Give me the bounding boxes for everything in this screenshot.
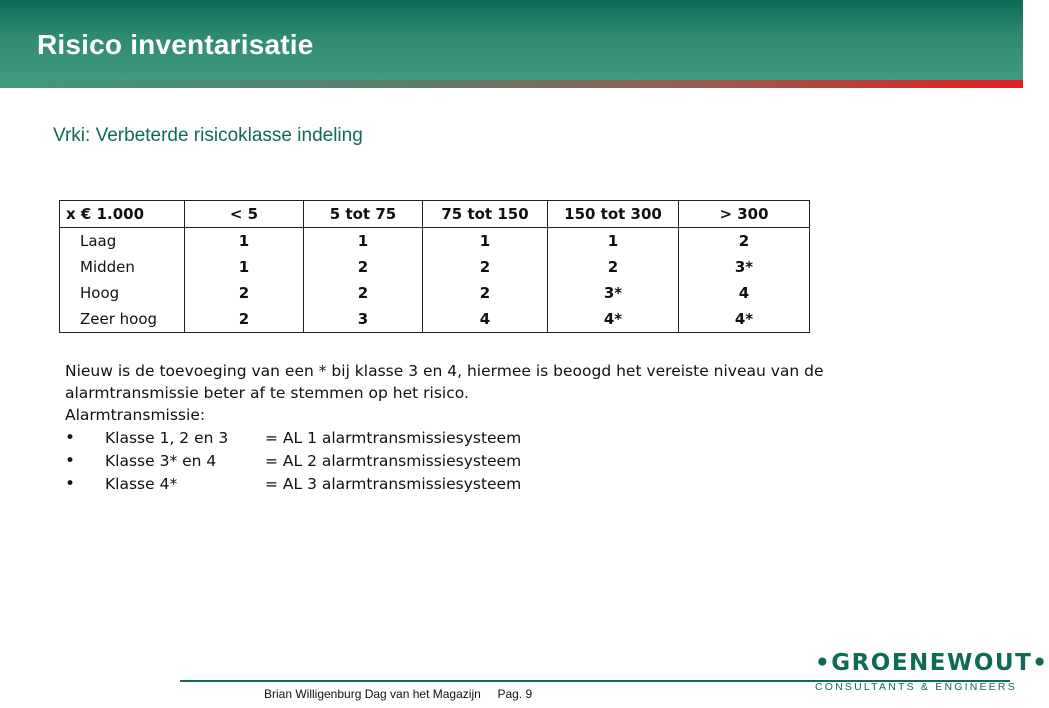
table-row	[60, 280, 810, 306]
row-label: Hoog	[60, 280, 185, 306]
table-header-cell: 150 tot 300	[548, 201, 679, 228]
table-cell: 2	[548, 254, 679, 280]
class-label: Klasse 3* en 4	[105, 451, 217, 470]
table-header-cell: x € 1.000	[60, 201, 185, 228]
table-header-row	[60, 201, 810, 228]
table-cell: 3*	[679, 254, 810, 280]
table-cell: 2	[185, 306, 304, 333]
slide-header	[0, 0, 1023, 80]
logo-wordmark: •GROENEWOUT•	[815, 650, 1049, 676]
class-value: = AL 1 alarmtransmissiesysteem	[265, 428, 522, 447]
header-stripe	[0, 80, 1023, 88]
note-line: Nieuw is de toevoeging van een * bij klasse 3 en 4, hiermee is beoogd het vereiste niveau van de	[65, 362, 824, 380]
table-header-cell: 5 tot 75	[304, 201, 423, 228]
logo-tagline: CONSULTANTS & ENGINEERS	[815, 681, 1017, 693]
table-cell: 3*	[548, 280, 679, 306]
table-header-cell: > 300	[679, 201, 810, 228]
class-label: Klasse 1, 2 en 3	[105, 428, 229, 447]
table-cell: 1	[304, 228, 423, 255]
table-cell: 2	[304, 280, 423, 306]
risk-class-table	[59, 200, 810, 333]
explanation-note	[65, 360, 865, 495]
table-cell: 1	[185, 228, 304, 255]
bullet-icon: •	[65, 473, 76, 494]
table-header-cell: < 5	[185, 201, 304, 228]
table-row	[60, 228, 810, 255]
table-cell: 1	[548, 228, 679, 255]
row-label: Midden	[60, 254, 185, 280]
footer-text: Brian Willigenburg Dag van het Magazijn Pag. 9	[264, 687, 533, 701]
table-cell: 4	[423, 306, 548, 333]
table-cell: 2	[423, 254, 548, 280]
row-label: Laag	[60, 228, 185, 255]
transmission-list	[65, 426, 865, 495]
table-cell: 1	[185, 254, 304, 280]
list-item	[65, 449, 865, 472]
slide-title: Risico inventarisatie	[37, 29, 314, 60]
class-value: = AL 3 alarmtransmissiesysteem	[265, 474, 522, 493]
list-item	[65, 426, 865, 449]
table-row	[60, 254, 810, 280]
class-label: Klasse 4*	[105, 474, 178, 493]
table-cell: 3	[304, 306, 423, 333]
note-heading: Alarmtransmissie:	[65, 406, 206, 424]
table-cell: 2	[185, 280, 304, 306]
table-cell: 2	[304, 254, 423, 280]
table-cell: 4*	[679, 306, 810, 333]
bullet-icon: •	[65, 450, 76, 471]
table-cell: 1	[423, 228, 548, 255]
row-label: Zeer hoog	[60, 306, 185, 333]
table-cell: 4	[679, 280, 810, 306]
company-logo	[815, 648, 1049, 698]
note-line: alarmtransmissie beter af te stemmen op het risico.	[65, 384, 469, 402]
class-value: = AL 2 alarmtransmissiesysteem	[265, 451, 522, 470]
table-cell: 2	[679, 228, 810, 255]
table-cell: 4*	[548, 306, 679, 333]
bullet-icon: •	[65, 427, 76, 448]
table-header-cell: 75 tot 150	[423, 201, 548, 228]
slide-subtitle: Vrki: Verbeterde risicoklasse indeling	[53, 125, 363, 146]
list-item	[65, 472, 865, 495]
table-cell: 2	[423, 280, 548, 306]
table-row	[60, 306, 810, 333]
